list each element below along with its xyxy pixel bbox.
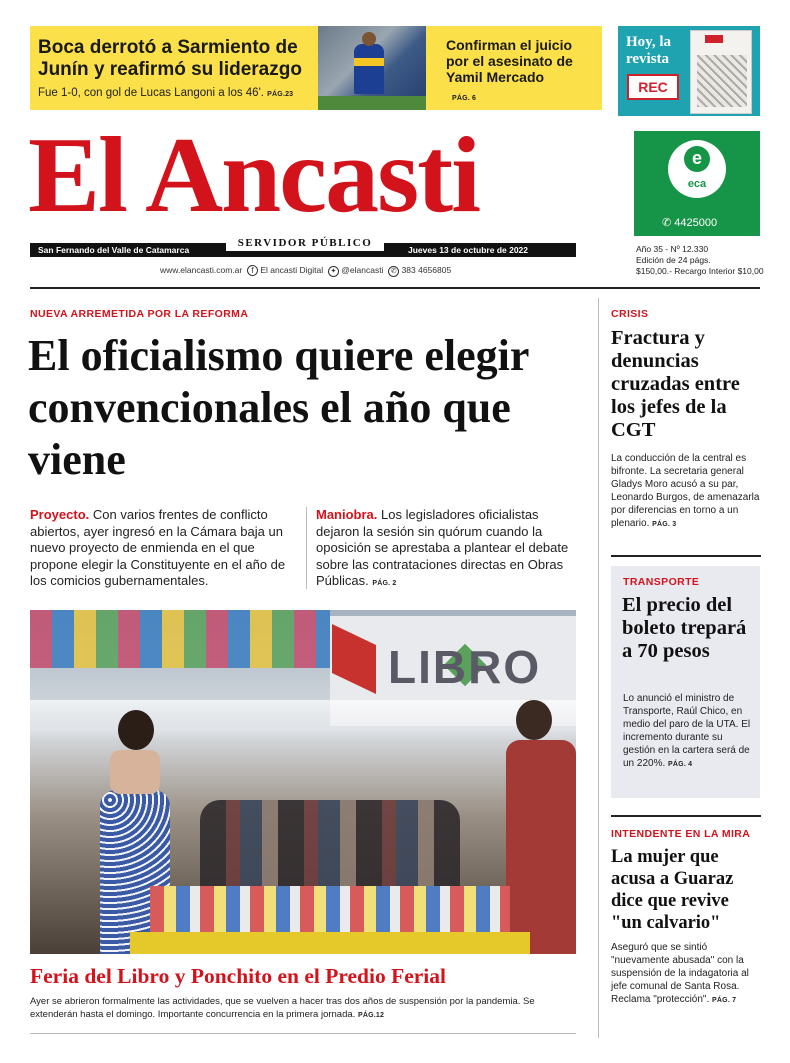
masthead-tagline: SERVIDOR PÚBLICO (226, 235, 384, 253)
transporte-body (623, 692, 753, 771)
main-col1 (30, 507, 298, 590)
twitter-link[interactable]: @elancasti (341, 265, 384, 275)
teaser-mercado-page: PÁG. 6 (452, 95, 477, 102)
main-col-divider (306, 507, 307, 589)
edition-number: Año 35 - Nº 12.330 (636, 244, 709, 254)
teaser-boca-page: PÁG.23 (267, 91, 294, 98)
photo-story-body: Ayer se abrieron formalmente las actividades, que se vuelven a hacer tras dos años de suspensión por la pandemia. Se extenderán hasta el domingo. Importante concurrencia en la primera jornada. (30, 996, 535, 1020)
teaser-boca-title[interactable]: Boca derrotó a Sarmiento de Junín y reafirmó su liderazgo (38, 37, 302, 80)
column-divider (598, 298, 599, 1038)
table-cloth (130, 932, 530, 954)
rec-logo: REC (627, 74, 679, 100)
main-col1-text: Con varios frentes de conflicto abiertos, ayer ingresó en la Cámara baja un nuevo proyecto de enmienda en el que propone elegir la Constituyente en el año de los comicios gubernamentales. (30, 507, 286, 588)
photo-story-text (30, 995, 580, 1022)
teaser-boca-subtitle (38, 87, 318, 99)
teaser-boca-subtitle-text: Fue 1-0, con gol de Lucas Langoni a los 46'. (38, 87, 264, 99)
edition-info (636, 244, 766, 277)
facebook-link[interactable]: El ancasti Digital (260, 265, 324, 275)
photo-story-title[interactable]: Feria del Libro y Ponchito en el Predio Ferial (30, 964, 447, 988)
feria-banner-text: LIBRO (388, 641, 542, 693)
book-fair-photo (30, 610, 576, 954)
crisis-divider (611, 555, 761, 557)
rec-cover-logo (705, 35, 723, 43)
player-blue-shirt (354, 44, 384, 94)
eca-e-icon: e (684, 146, 710, 172)
woman-shoulders (110, 750, 160, 794)
crisis-page: PÁG. 3 (652, 521, 677, 528)
transporte-kicker: TRANSPORTE (623, 576, 700, 588)
man-figure (506, 700, 576, 954)
book-covers-row (30, 610, 330, 668)
main-col2 (316, 507, 584, 593)
website-link[interactable]: www.elancasti.com.ar (160, 265, 243, 275)
teaser-rec-text: Hoy, la revista (626, 34, 672, 67)
twitter-icon: ✦ (328, 266, 339, 277)
man-shirt (506, 740, 576, 954)
main-headline[interactable]: El oficialismo quiere elegir convencionales el año que viene (28, 331, 529, 484)
intendente-kicker: INTENDENTE EN LA MIRA (611, 828, 751, 840)
eca-phone (662, 216, 717, 229)
pitch (318, 96, 426, 110)
crowd (200, 800, 460, 890)
masthead-date: Jueves 13 de octubre de 2022 (408, 245, 529, 255)
facebook-icon: f (247, 265, 258, 276)
rec-magazine-cover (690, 30, 752, 114)
edition-pages: Edición de 24 págs. (636, 255, 711, 265)
edition-price: $150,00.- Recargo Interior $10,00 (636, 266, 764, 276)
main-col2-text: Los legisladores oficialistas dejaron la sesión sin quórum cuando la oposición se aprestaba a plantear el debate sobre las contrataciones directas en Obras Públicas. (316, 507, 569, 588)
player-head (362, 32, 376, 46)
intendente-page: PÁG. 7 (712, 997, 737, 1004)
crisis-text: La conducción de la central es bifronte. La secretaria general Gladys Moro acusó a su par, Leonardo Burgos, de amenazarla por diferencias en torno a un plenario. (611, 453, 760, 529)
main-col2-lead: Maniobra. (316, 507, 378, 522)
eca-phone-number: 4425000 (674, 217, 718, 229)
whatsapp-icon: ✆ (388, 266, 399, 277)
main-col1-lead: Proyecto. (30, 507, 90, 522)
transporte-headline[interactable]: El precio del boleto trepará a 70 pesos (622, 594, 747, 662)
eca-brand: eca (687, 178, 707, 190)
crisis-kicker: CRISIS (611, 308, 649, 320)
teaser-mercado-title[interactable]: Confirman el juicio por el asesinato de Yamil Mercado (446, 37, 573, 85)
whatsapp-number[interactable]: 383 4656805 (401, 265, 452, 275)
transporte-text: Lo anunció el ministro de Transporte, Raúl Chico, en medio del paro de la UTA. El incremento durante su gestión en la cartera será de un 220%. (623, 693, 751, 769)
crisis-headline[interactable]: Fractura y denuncias cruzadas entre los jefes de la CGT (611, 327, 740, 441)
phone-icon: ✆ (662, 217, 672, 229)
intendente-divider (611, 815, 761, 817)
woman-hair (118, 710, 154, 750)
crisis-body (611, 452, 761, 531)
book-table (150, 886, 510, 936)
intendente-text: Aseguró que se sintió "nuevamente abusada" con la suspensión de la indagatoria al jefe comunal de Santa Rosa. Reclama "protección". (611, 942, 749, 1005)
intendente-headline[interactable]: La mujer que acusa a Guaraz dice que revive "un calvario" (611, 847, 734, 933)
masthead-logo[interactable]: El Ancasti (28, 116, 480, 235)
transporte-page: PÁG. 4 (668, 761, 693, 768)
main-col2-page: PÁG. 2 (372, 580, 397, 587)
photo-story-underline (30, 1033, 576, 1034)
intendente-body (611, 941, 761, 1007)
football-photo (318, 26, 426, 110)
main-kicker: NUEVA ARREMETIDA POR LA REFORMA (30, 308, 249, 320)
man-head (516, 700, 552, 740)
photo-story-page: PÁG.12 (357, 1012, 385, 1019)
masthead-contacts (160, 265, 580, 277)
rec-cover-art (697, 55, 747, 107)
masthead-location: San Fernando del Valle de Catamarca (38, 245, 190, 255)
player-yellow-stripe (354, 58, 384, 66)
masthead-divider (30, 287, 760, 289)
